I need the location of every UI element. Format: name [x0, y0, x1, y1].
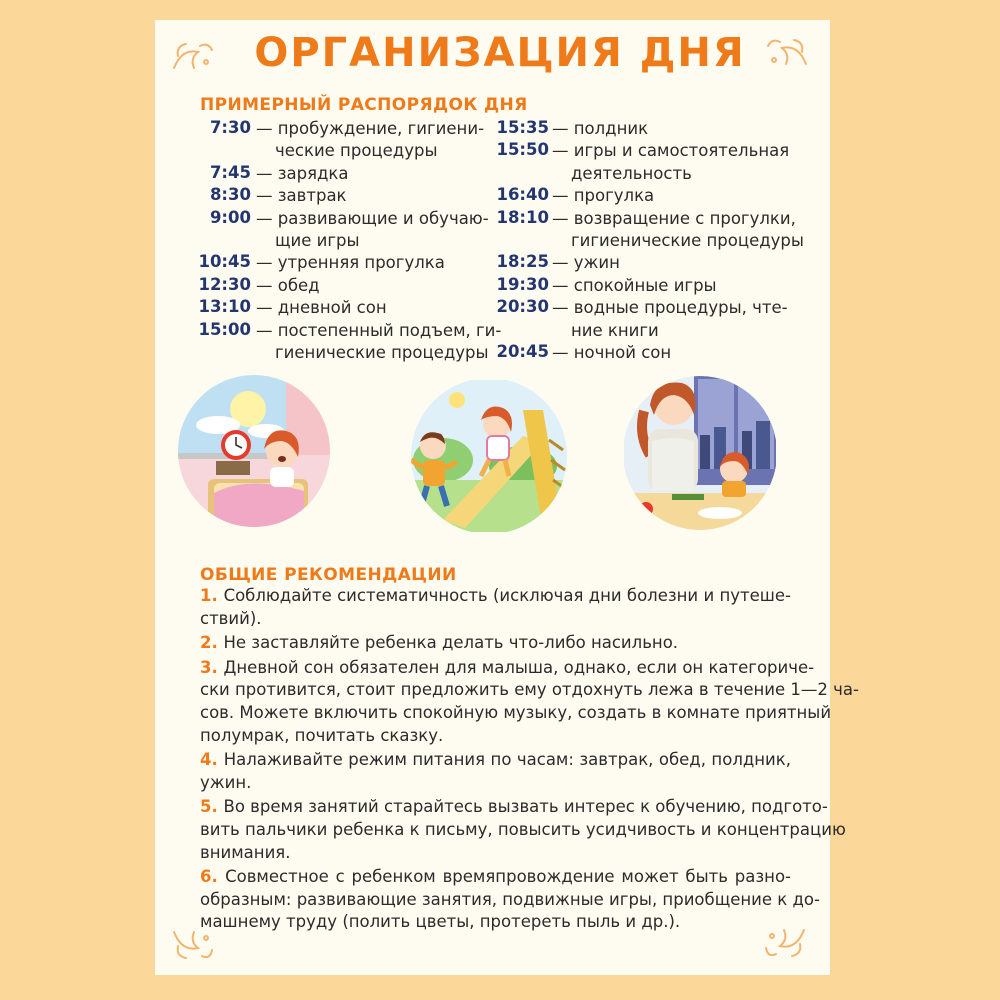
schedule-activity: гигиенические процедуры [571, 230, 804, 250]
recommendations-heading: ОБЩИЕ РЕКОМЕНДАЦИИ [200, 565, 457, 585]
recommendation-line: ствий). [200, 608, 262, 628]
schedule-activity: — ужин [552, 253, 620, 273]
schedule-activity: — пробуждение, гигиени- [256, 119, 485, 138]
schedule-time: 12:30 [198, 274, 251, 294]
schedule-time: 7:30 [209, 118, 251, 137]
recommendation-line: ужин. [200, 772, 252, 792]
playground-slide-illustration [403, 380, 575, 532]
recommendation-number: 1. [200, 586, 224, 605]
dinner-with-mom-illustration [624, 375, 776, 531]
recommendation-item [200, 796, 846, 864]
schedule-activity: — обед [256, 275, 320, 295]
schedule-time: 15:50 [496, 140, 549, 160]
recommendation-first-line: 6. Совместное с ребенком времяпровождение может быть разно- [200, 867, 791, 887]
schedule-activity: — прогулка [552, 186, 655, 206]
schedule-activity: гиенические процедуры [275, 342, 489, 362]
recommendation-item [200, 866, 820, 934]
schedule-activity: — дневной сон [256, 298, 387, 318]
recommendation-line: полумрак, почитать сказку. [200, 725, 444, 745]
schedule-activity: щие игры [275, 230, 360, 250]
schedule-activity: — зарядка [256, 163, 349, 183]
recommendation-number: 2. [200, 633, 224, 653]
schedule-time: 16:40 [496, 185, 549, 205]
schedule-activity: — полдник [552, 119, 649, 138]
schedule-entry [0, 118, 1000, 140]
recommendations-list [200, 585, 859, 936]
recommendation-item [200, 657, 859, 747]
schedule-activity: — возвращение с прогулки, [552, 208, 796, 228]
recommendation-number: 3. [200, 657, 224, 677]
schedule-heading: ПРИМЕРНЫЙ РАСПОРЯДОК ДНЯ [200, 95, 528, 115]
schedule-time: 13:10 [198, 297, 251, 317]
schedule-activity: — водные процедуры, чте- [552, 298, 788, 318]
recommendation-first-line: 3. Дневной сон обязателен для малыша, однако, если он категориче- [200, 657, 815, 677]
schedule-activity: ческие процедуры [275, 141, 438, 161]
recommendation-line: внимания. [200, 842, 291, 862]
recommendation-first-line: 4. Налаживайте режим питания по часам: завтрак, обед, полдник, [200, 750, 791, 770]
recommendation-first-line: 1. Соблюдайте систематичность (исключая дни болезни и путеше- [200, 586, 791, 605]
schedule-entry [0, 252, 1000, 274]
schedule-time: 20:30 [496, 297, 549, 317]
schedule-time: 7:45 [209, 162, 251, 182]
recommendation-line: сов. Можете включить спокойную музыку, создать в комнате приятный [200, 702, 832, 722]
schedule-time: 19:30 [496, 274, 549, 294]
schedule-activity: — игры и самостоятельная [552, 141, 790, 161]
recommendation-number: 6. [200, 867, 226, 887]
recommendation-number: 4. [200, 750, 224, 770]
recommendation-first-line: 2. Не заставляйте ребенка делать что-либо насильно. [200, 633, 679, 653]
schedule-time: 8:30 [209, 185, 251, 205]
recommendation-number: 5. [200, 797, 224, 817]
schedule-activity: — утренняя прогулка [256, 253, 445, 273]
recommendation-line: вить пальчики ребенка к письму, повысить усидчивость и концентрацию [200, 819, 846, 839]
schedule-entry [0, 275, 1000, 297]
recommendation-item [200, 749, 791, 794]
schedule-time: 10:45 [198, 252, 251, 272]
schedule-time: 18:25 [496, 252, 549, 272]
schedule-entry [0, 342, 1000, 364]
schedule-activity: — спокойные игры [552, 275, 717, 295]
recommendation-first-line: 5. Во время занятий старайтесь вызвать интерес к обучению, подгото- [200, 797, 828, 817]
schedule-time: 9:00 [209, 207, 251, 227]
recommendation-line: образным: развивающие занятия, подвижные игры, приобщение к до- [200, 889, 820, 909]
schedule-entry [0, 163, 1000, 185]
schedule-activity: — постепенный подъем, ги- [256, 320, 502, 340]
recommendation-line: ски противится, стоит предложить ему отдохнуть лежа в течение 1—2 ча- [200, 680, 859, 700]
schedule-time: 15:35 [496, 118, 549, 137]
morning-wakeup-illustration [178, 375, 330, 527]
schedule-activity: — развивающие и обучаю- [256, 208, 489, 228]
schedule-activity: — ночной сон [552, 343, 672, 362]
schedule-time: 18:10 [496, 207, 549, 227]
schedule-activity: — завтрак [256, 186, 347, 206]
schedule-time: 15:00 [198, 319, 251, 339]
schedule-activity: деятельность [571, 163, 692, 183]
schedule-activity: ние книги [571, 320, 659, 340]
schedule-time: 20:45 [496, 342, 549, 361]
recommendation-line: машнему труду (полить цветы, протереть пыль и др.). [200, 912, 681, 932]
page-title: ОРГАНИЗАЦИЯ ДНЯ [254, 30, 746, 76]
recommendation-item [200, 632, 791, 655]
schedule-entry [0, 185, 1000, 207]
recommendation-item [200, 585, 791, 630]
